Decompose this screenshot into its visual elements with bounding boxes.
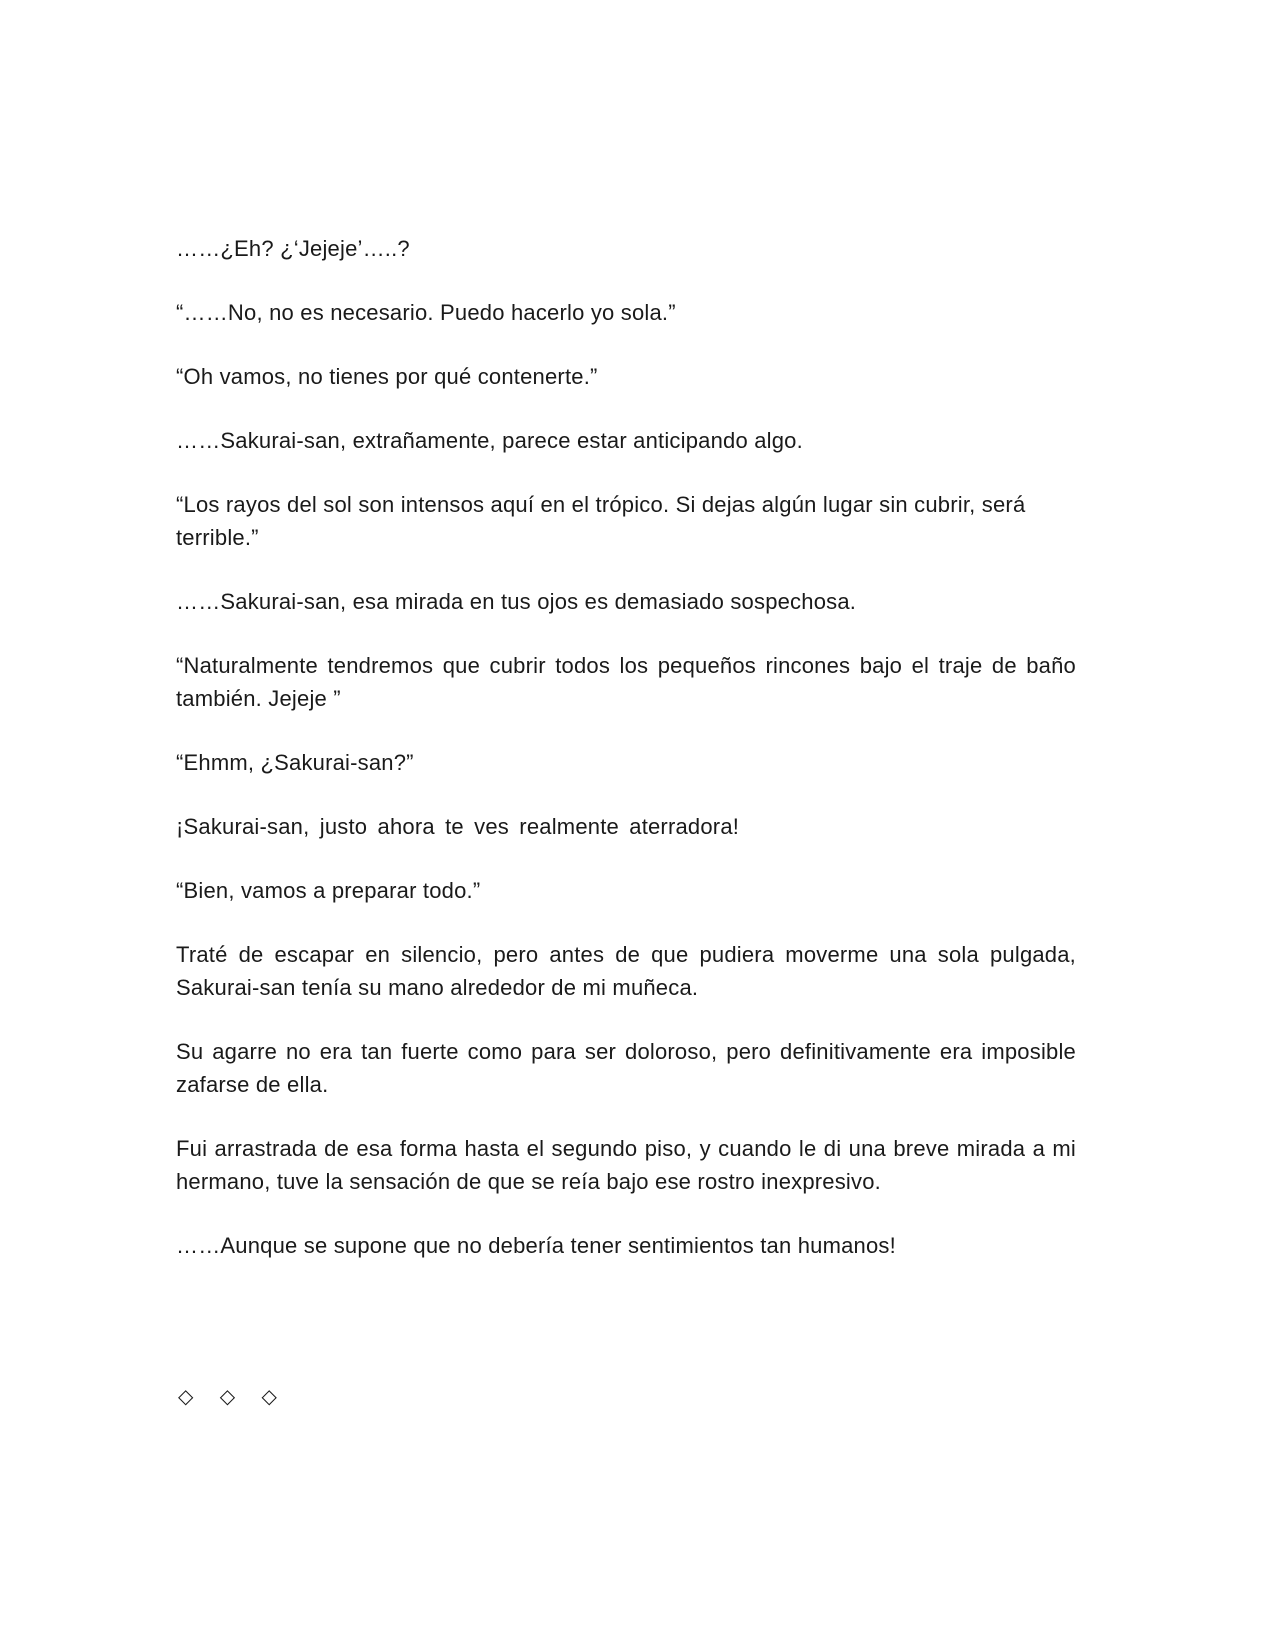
body-text: [176, 232, 1112, 1293]
paragraph-7: “Naturalmente tendremos que cubrir todos los pequeños rincones bajo el traje de baño también. Jejeje ”: [176, 653, 1076, 711]
paragraph-6: ……Sakurai-san, esa mirada en tus ojos es demasiado sospechosa.: [176, 589, 857, 614]
paragraph-5: “Los rayos del sol son intensos aquí en el trópico. Si dejas algún lugar sin cubrir, será terrible.”: [176, 492, 1026, 550]
paragraph-9: ¡Sakurai-san, justo ahora te ves realmente aterradora!: [176, 814, 740, 839]
paragraph-1: ……¿Eh? ¿‘Jejeje’…..?: [176, 236, 410, 261]
paragraph-2: “……No, no es necesario. Puedo hacerlo yo sola.”: [176, 300, 676, 325]
paragraph-13: Fui arrastrada de esa forma hasta el segundo piso, y cuando le di una breve mirada a mi hermano, tuve la sensación de que se reía bajo ese rostro inexpresivo.: [176, 1136, 1076, 1194]
paragraph-4: ……Sakurai-san, extrañamente, parece estar anticipando algo.: [176, 428, 803, 453]
paragraph-12: Su agarre no era tan fuerte como para ser doloroso, pero definitivamente era imposible zafarse de ella.: [176, 1039, 1076, 1097]
paragraph-3: “Oh vamos, no tienes por qué contenerte.”: [176, 364, 598, 389]
paragraph-11: Traté de escapar en silencio, pero antes de que pudiera moverme una sola pulgada, Sakurai-san tenía su mano alrededor de mi muñeca.: [176, 942, 1076, 1000]
paragraph-10: “Bien, vamos a preparar todo.”: [176, 878, 481, 903]
paragraph-14: ……Aunque se supone que no debería tener sentimientos tan humanos!: [176, 1233, 896, 1258]
scene-break-diamonds: ◇ ◇ ◇: [178, 1384, 287, 1408]
paragraph-8: “Ehmm, ¿Sakurai-san?”: [176, 750, 414, 775]
